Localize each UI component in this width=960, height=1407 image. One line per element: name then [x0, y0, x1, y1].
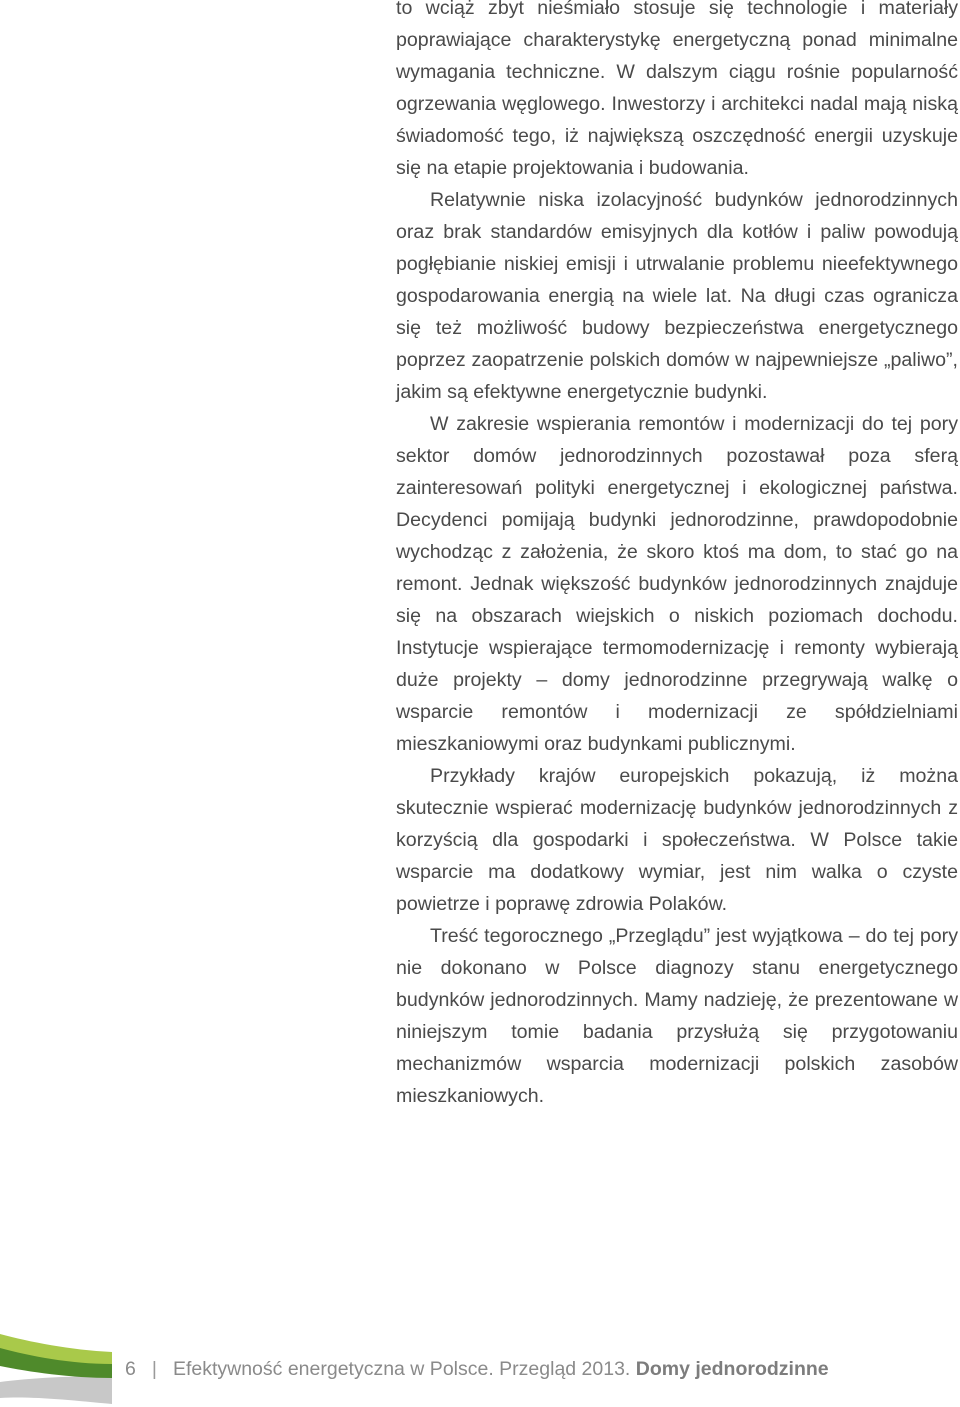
paragraph-5: Treść tegorocznego „Przeglądu” jest wyjątkowa – do tej pory nie dokonano w Polsce diagnozy stanu energetycznego budynków jednorodzinnych. Mamy nadzieję, że prezentowane w niniejszym tomie badania przysłużą się przygotowaniu mechanizmów wsparcia modernizacji polskich zasobów mieszkaniowych. [396, 925, 958, 1107]
publication-subtitle: Domy jednorodzinne [635, 1358, 829, 1380]
footer-separator: | [151, 1358, 157, 1380]
footer-text [125, 1356, 829, 1382]
page-footer [0, 1326, 960, 1406]
footer-swoosh-graphic [0, 1326, 112, 1406]
paragraph-4: Przykłady krajów europejskich pokazują, iż można skutecznie wspierać modernizację budynków jednorodzinnych z korzyścią dla gospodarki i społeczeństwa. W Polsce takie wsparcie ma dodatkowy wymiar, jest nim walka o czyste powietrze i poprawę zdrowia Polaków. [396, 765, 958, 915]
paragraph-3: W zakresie wspierania remontów i modernizacji do tej pory sektor domów jednorodzinnych pozostawał poza sferą zainteresowań polityki energetycznej i ekologicznej państwa. Decydenci pomijają budynki jednorodzinne, prawdopodobnie wychodząc z założenia, że skoro ktoś ma dom, to stać go na remont. Jednak większość budynków jednorodzinnych znajduje się na obszarach wiejskich o niskich poziomach dochodu. Instytucje wspierające termomodernizację i remonty wybierają duże projekty – domy jednorodzinne przegrywają walkę o wsparcie remontów i modernizacji ze spółdzielniami mieszkaniowymi oraz budynkami publicznymi. [396, 413, 958, 755]
paragraph-1: to wciąż zbyt nieśmiało stosuje się technologie i materiały poprawiające charakterystykę energetyczną ponad minimalne wymagania techniczne. W dalszym ciągu rośnie popularność ogrzewania węglowego. Inwestorzy i architekci nadal mają niską świadomość tego, iż największą oszczędność energii uzyskuje się na etapie projektowania i budowania. [396, 0, 958, 179]
page-number: 6 [125, 1358, 136, 1380]
swoosh-gray-band [0, 1376, 112, 1404]
publication-title: Efektywność energetyczna w Polsce. Przegląd 2013. [172, 1358, 631, 1380]
paragraph-2: Relatywnie niska izolacyjność budynków jednorodzinnych oraz brak standardów emisyjnych dla kotłów i paliw powodują pogłębianie niskiej emisji i utrwalanie problemu nieefektywnego gospodarowania energią na wiele lat. Na długi czas ogranicza się też możliwość budowy bezpieczeństwa energetycznego poprzez zaopatrzenie polskich domów w najpewniejsze „paliwo”, jakim są efektywne energetycznie budynki. [396, 189, 958, 403]
body-text [396, 0, 958, 1112]
